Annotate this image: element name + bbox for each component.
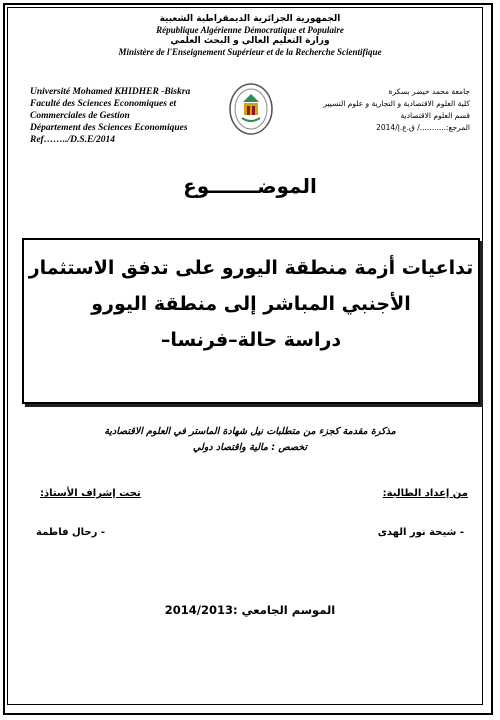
thesis-title-line3: دراسة حالة–فرنسا– [160, 329, 342, 351]
faculty-fr-line2: Commerciales de Gestion [30, 111, 130, 121]
university-name-ar: جامعة محمد خيضر بسكرة [388, 87, 470, 96]
republic-arabic: الجمهورية الجزائرية الديمقراطية الشعبية [159, 14, 341, 24]
student-label: من إعداد الطالبة: [382, 488, 468, 499]
subject-heading: الموضـــــــوع [183, 174, 317, 198]
academic-year: الموسم الجامعي :2014/2013 [164, 603, 336, 617]
department-ar: قسم العلوم الاقتصادية [400, 111, 470, 120]
thesis-title-line1: تداعيات أزمة منطقة اليورو على تدفق الاستثمار [28, 257, 474, 279]
department-fr: Département des Sciences Economiques [30, 123, 188, 133]
supervisor-name: - رحال فاطمة [36, 527, 105, 538]
student-name: - شيحة نور الهدى [377, 527, 464, 538]
specialty: تخصص : مالية واقتصاد دولي [192, 442, 308, 453]
ministry-arabic: وزارة التعليم العالي و البحث العلمي [170, 36, 330, 46]
supervisor-label: تحت إشراف الأستاذ: [40, 488, 141, 499]
thesis-title-line2: الأجنبي المباشر إلى منطقة اليورو [91, 293, 411, 315]
faculty-ar: كلية العلوم الاقتصادية و التجارية و علوم التسيير [323, 99, 470, 108]
university-logo [228, 82, 274, 136]
university-block-french [30, 86, 220, 146]
header-official [60, 14, 440, 58]
thesis-title-box [22, 238, 480, 404]
faculty-fr-line1: Faculté des Sciences Economiques et [30, 99, 177, 109]
ministry-french: Ministère de l'Enseignement Supérieur et de la Recherche Scientifique [118, 47, 382, 57]
reference-ar: المرجع:.........../ ق.ع.إ/2014 [376, 123, 470, 132]
reference-fr: Ref……../D.S.E/2014 [30, 135, 115, 145]
university-name-fr: Université Mohamed KHIDHER -Biskra [30, 87, 191, 97]
memo-line1: مذكرة مقدمة كجزء من متطلبات نيل شهادة الماستر في العلوم الاقتصادية [104, 426, 396, 437]
memo-description [40, 424, 460, 456]
university-block-arabic [320, 86, 470, 134]
republic-french: République Algérienne Démocratique et Populaire [156, 25, 344, 35]
